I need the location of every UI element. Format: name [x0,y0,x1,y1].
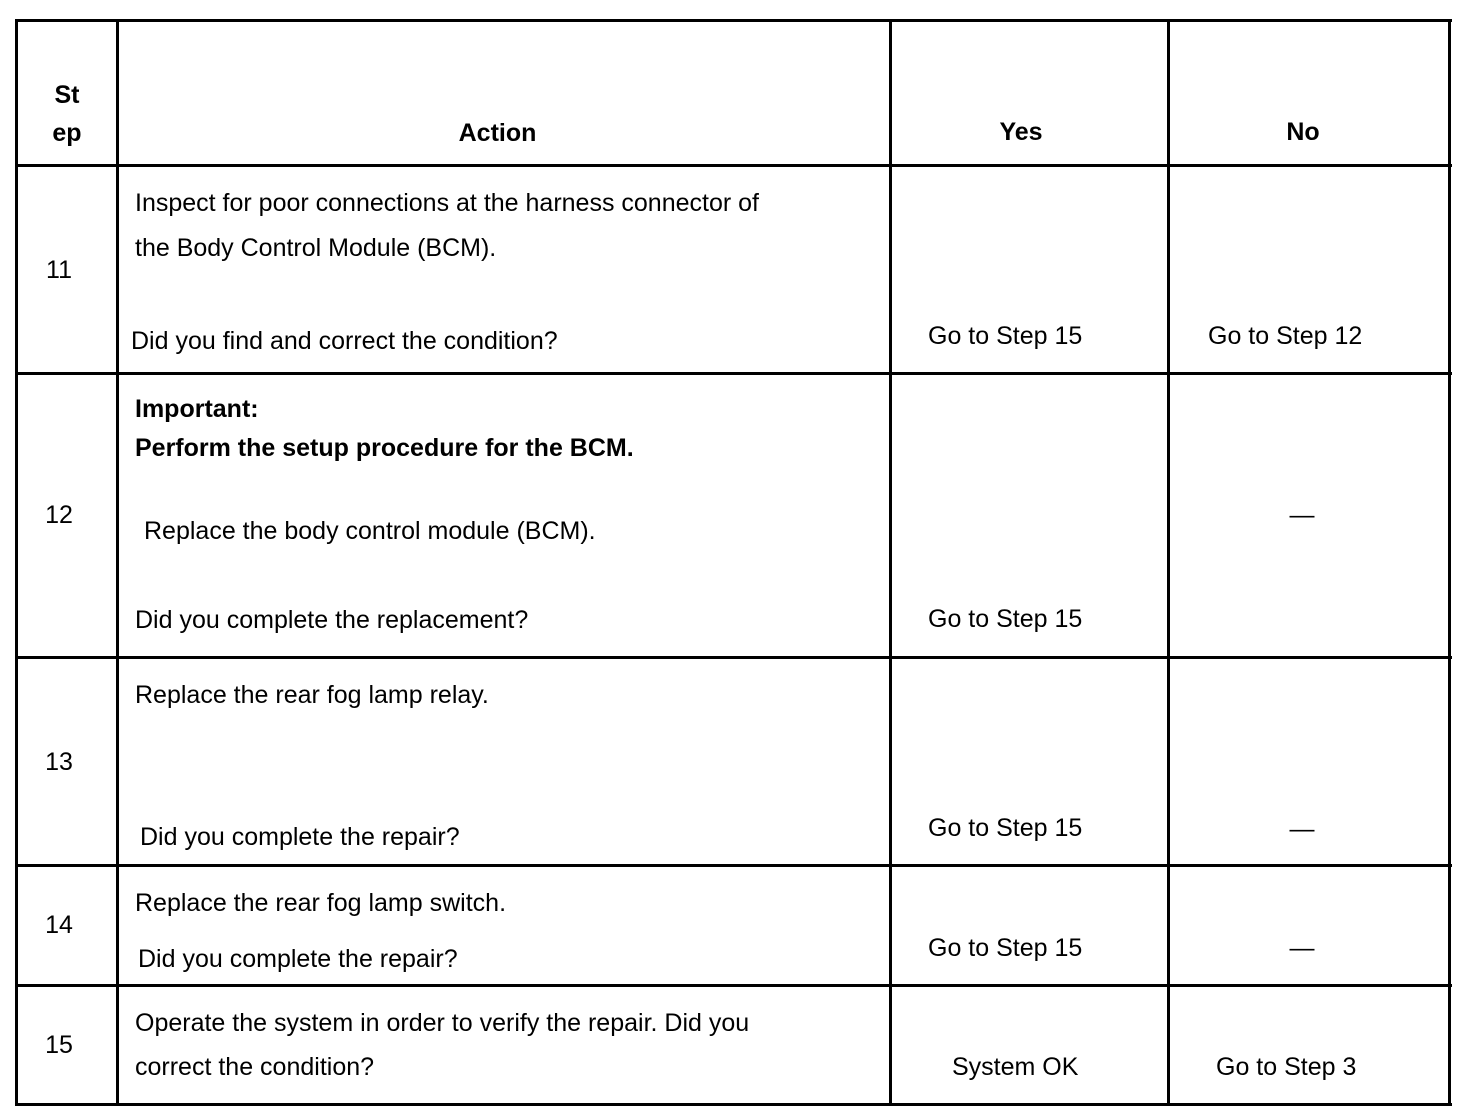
action-text: Replace the body control module (BCM). [144,517,596,545]
row-divider [15,372,1452,375]
important-note: Perform the setup procedure for the BCM. [135,434,634,462]
action-text: correct the condition? [135,1053,375,1081]
action-text: the Body Control Module (BCM). [135,234,497,262]
step-number: 11 [46,256,72,284]
header-action: Action [458,119,537,147]
action-question: Did you complete the repair? [140,823,460,851]
column-divider [889,19,892,1106]
action-text: Inspect for poor connections at the harness connector of [135,189,759,217]
step-number: 12 [45,501,73,529]
yes-result: Go to Step 15 [928,814,1083,842]
no-result: — [1289,815,1315,843]
row-divider [15,164,1452,167]
yes-result: Go to Step 15 [928,322,1083,350]
no-result: — [1289,934,1315,962]
yes-result: Go to Step 15 [928,934,1083,962]
column-divider [15,19,18,1106]
header-no: No [1286,118,1320,146]
column-divider [116,19,119,1106]
header-step-line1: St [54,81,80,109]
row-divider [15,19,1452,22]
no-result: Go to Step 3 [1216,1053,1357,1081]
yes-result: System OK [952,1053,1079,1081]
header-step-line2: ep [52,119,82,147]
important-label: Important: [135,395,259,423]
column-divider [1448,19,1451,1106]
row-divider [15,1103,1452,1106]
action-question: Did you complete the repair? [138,945,458,973]
action-text: Replace the rear fog lamp switch. [135,889,507,917]
action-question: Did you find and correct the condition? [131,327,558,355]
step-number: 15 [45,1031,73,1059]
action-text: Replace the rear fog lamp relay. [135,681,489,709]
column-divider [1167,19,1170,1106]
step-number: 14 [45,911,73,939]
header-yes: Yes [999,118,1043,146]
yes-result: Go to Step 15 [928,605,1083,633]
row-divider [15,984,1452,987]
step-number: 13 [45,748,73,776]
action-text: Operate the system in order to verify the repair. Did you [135,1009,750,1037]
row-divider [15,864,1452,867]
action-question: Did you complete the replacement? [135,606,529,634]
no-result: — [1289,501,1315,529]
row-divider [15,656,1452,659]
no-result: Go to Step 12 [1208,322,1363,350]
